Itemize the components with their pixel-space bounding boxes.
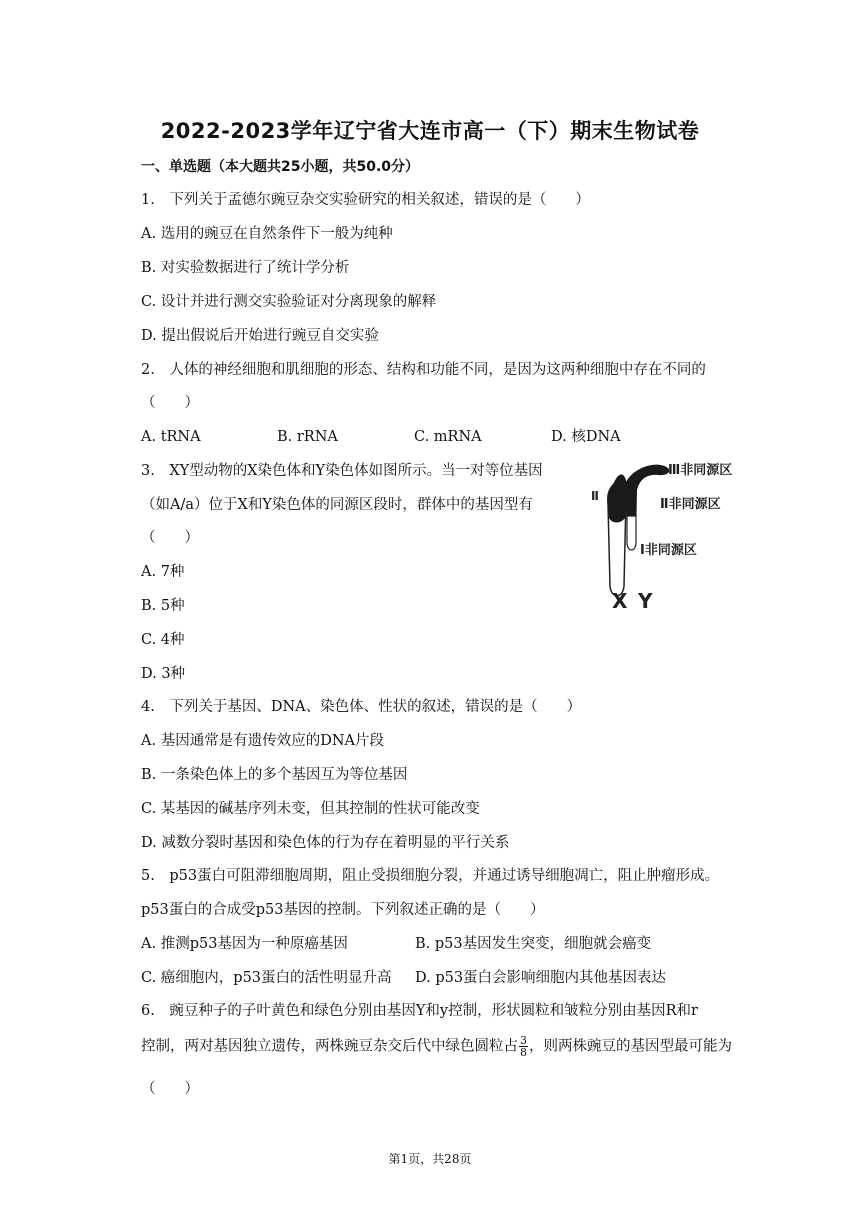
question-3-option-d: D. 3种	[141, 666, 186, 682]
question-2-stem-line1: 2. 人体的神经细胞和肌细胞的形态、结构和功能不同，是因为这两种细胞中存在不同的	[141, 362, 706, 378]
page-footer: 第1页，共28页	[388, 1152, 472, 1166]
question-2-options	[141, 427, 621, 447]
question-2-stem-line2: （ ）	[141, 395, 199, 411]
xy-chromosome-figure	[588, 456, 758, 616]
question-1-option-c: C. 设计并进行测交实验验证对分离现象的解释	[141, 294, 437, 310]
fraction-denominator: 8	[520, 1046, 527, 1059]
question-5-stem-line2: p53蛋白的合成受p53基因的控制。下列叙述正确的是（ ）	[141, 902, 545, 918]
question-2-option-a: A. tRNA	[141, 429, 201, 445]
question-4-option-c: C. 某基因的碱基序列未变，但其控制的性状可能改变	[141, 801, 480, 817]
question-6-stem-line2-post: ，则两株豌豆的基因型最可能为	[529, 1038, 732, 1055]
question-3-stem-line1: 3. XY型动物的X染色体和Y染色体如图所示。当一对等位基因	[141, 463, 543, 479]
question-5-stem-line1: 5. p53蛋白可阻滞细胞周期，阻止受损细胞分裂，并通过诱导细胞凋亡，阻止肿瘤形成。	[141, 868, 720, 884]
question-1-option-b: B. 对实验数据进行了统计学分析	[141, 260, 350, 276]
question-5-option-b: B. p53基因发生突变，细胞就会癌变	[415, 936, 652, 952]
question-3-stem-line2: （如A/a）位于X和Y染色体的同源区段时，群体中的基因型有	[141, 497, 533, 513]
question-5-option-a: A. 推测p53基因为一种原癌基因	[141, 936, 348, 952]
y-lower-segment	[627, 516, 636, 550]
question-3-option-a: A. 7种	[141, 564, 185, 580]
question-1-option-a: A. 选用的豌豆在自然条件下一般为纯种	[141, 226, 393, 242]
question-4-option-d: D. 减数分裂时基因和染色体的行为存在着明显的平行关系	[141, 835, 510, 851]
section-heading: 一、单选题（本大题共25小题，共50.0分）	[141, 159, 420, 175]
question-5-options-row1	[141, 934, 651, 954]
question-1-option-d: D. 提出假说后开始进行豌豆自交实验	[141, 328, 379, 344]
question-4-stem: 4. 下列关于基因、DNA、染色体、性状的叙述，错误的是（ ）	[141, 699, 582, 715]
question-6-stem-line1: 6. 豌豆种子的子叶黄色和绿色分别由基因Y和y控制，形状圆粒和皱粒分别由基因R和r	[141, 1003, 698, 1019]
x-homologous-segment	[608, 475, 627, 522]
question-5-option-c: C. 癌细胞内，p53蛋白的活性明显升高	[141, 970, 392, 986]
figure-label-i: Ⅰ非同源区	[640, 543, 697, 558]
fraction	[519, 1035, 528, 1058]
question-2-option-d: D. 核DNA	[551, 429, 621, 445]
question-6-stem-line3: （ ）	[141, 1081, 199, 1097]
question-5-option-d: D. p53蛋白会影响细胞内其他基因表达	[415, 970, 667, 986]
fraction-numerator: 3	[520, 1034, 527, 1047]
question-2-option-c: C. mRNA	[414, 429, 482, 445]
question-2-option-b: B. rRNA	[277, 429, 338, 445]
question-1-stem: 1. 下列关于孟德尔豌豆杂交实验研究的相关叙述，错误的是（ ）	[141, 192, 590, 208]
question-5-options-row2	[141, 968, 666, 988]
figure-label-ii: Ⅱ非同源区	[660, 497, 721, 512]
question-3-stem-line3: （ ）	[141, 530, 199, 546]
question-4-option-a: A. 基因通常是有遗传效应的DNA片段	[141, 733, 384, 749]
question-4-option-b: B. 一条染色体上的多个基因互为等位基因	[141, 767, 408, 783]
figure-label-iii: Ⅲ非同源区	[668, 463, 733, 478]
question-6-stem-line2	[141, 1035, 732, 1058]
page-title: 2022-2023学年辽宁省大连市高一（下）期末生物试卷	[160, 119, 700, 143]
question-6-stem-line2-pre: 控制，两对基因独立遗传，两株豌豆杂交后代中绿色圆粒占	[141, 1038, 518, 1055]
question-3-option-b: B. 5种	[141, 598, 185, 614]
figure-label-x: X	[612, 589, 628, 613]
figure-label-y: Y	[638, 589, 653, 613]
figure-label-ii-left: Ⅱ	[591, 489, 599, 503]
question-3-option-c: C. 4种	[141, 632, 185, 648]
